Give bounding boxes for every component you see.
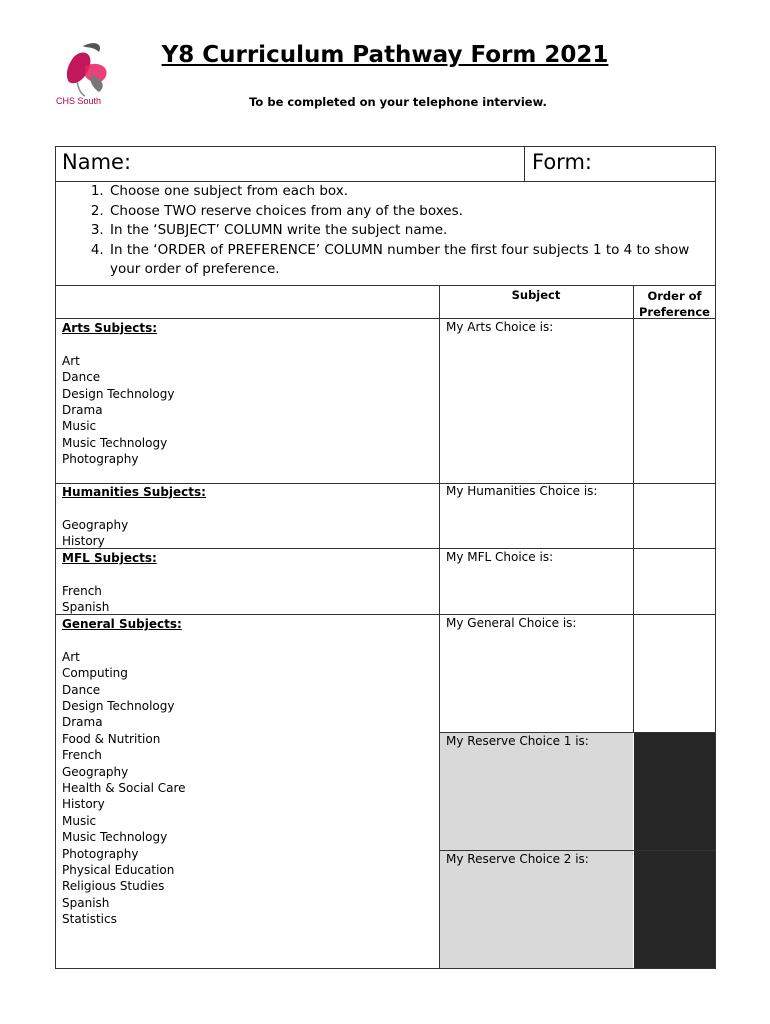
instruction-item: 2. Choose TWO reserve choices from any of the boxes.	[108, 202, 704, 222]
subject-item: Geography	[62, 517, 129, 532]
arts-choice-field[interactable]: My Arts Choice is:	[446, 320, 554, 334]
subject-item: Physical Education	[62, 863, 175, 878]
subject-item: Dance	[62, 682, 101, 697]
humanities-choice-field[interactable]: My Humanities Choice is:	[446, 484, 598, 498]
subject-item: Statistics	[62, 912, 117, 927]
general-choice-field[interactable]: My General Choice is:	[446, 616, 577, 630]
page-subtitle: To be completed on your telephone interview.	[249, 95, 547, 109]
subject-item: Music Technology	[62, 435, 168, 450]
mfl-choice-field[interactable]: My MFL Choice is:	[446, 550, 554, 564]
order-header-line1: Order of	[647, 289, 702, 303]
instruction-item: 4. In the ‘ORDER of PREFERENCE’ COLUMN number the first four subjects 1 to 4 to show your order of preference.	[108, 241, 704, 280]
category-general	[62, 616, 432, 928]
subject-item: Dance	[62, 370, 101, 385]
category-arts	[62, 320, 432, 468]
category-title: Humanities Subjects:	[62, 485, 206, 499]
form-field[interactable]: Form:	[532, 150, 592, 174]
subject-item: Art	[62, 649, 80, 664]
subject-item: Drama	[62, 715, 103, 730]
reserve-preference-2-blocked	[634, 851, 715, 968]
name-field[interactable]: Name:	[62, 150, 132, 174]
category-title: General Subjects:	[62, 617, 182, 631]
row-divider	[55, 285, 716, 286]
subject-item: Music	[62, 813, 97, 828]
column-divider	[524, 146, 525, 181]
category-humanities	[62, 484, 432, 550]
subject-item: Design Technology	[62, 699, 175, 714]
subject-item: History	[62, 797, 105, 812]
subject-item: Drama	[62, 403, 103, 418]
subject-item: French	[62, 748, 102, 763]
subject-item: French	[62, 583, 102, 598]
subject-item: History	[62, 534, 105, 549]
subject-column-header: Subject	[511, 288, 561, 302]
instruction-item: 1. Choose one subject from each box.	[108, 182, 704, 202]
reserve-choice-2-label: My Reserve Choice 2 is:	[446, 852, 589, 866]
subject-item: Art	[62, 353, 80, 368]
subject-item: Spanish	[62, 895, 110, 910]
category-title: Arts Subjects:	[62, 321, 158, 335]
subject-item: Music Technology	[62, 830, 168, 845]
category-mfl	[62, 550, 432, 616]
subject-item: Food & Nutrition	[62, 731, 161, 746]
order-column-header	[633, 288, 716, 320]
subject-item: Photography	[62, 846, 139, 861]
logo-text: CHS South	[56, 96, 102, 106]
reserve-choice-1-label: My Reserve Choice 1 is:	[446, 734, 589, 748]
subject-item: Photography	[62, 452, 139, 467]
subject-item: Religious Studies	[62, 879, 165, 894]
reserve-choice-1-cell[interactable]	[440, 733, 633, 850]
order-header-line2: Preference	[639, 305, 710, 319]
subject-item: Computing	[62, 666, 128, 681]
reserve-choice-2-cell[interactable]	[440, 851, 633, 968]
subject-item: Music	[62, 419, 97, 434]
subject-item: Design Technology	[62, 386, 175, 401]
row-divider	[439, 732, 716, 733]
page-title: Y8 Curriculum Pathway Form 2021	[161, 42, 609, 68]
column-divider	[633, 285, 634, 732]
instruction-item: 3. In the ‘SUBJECT’ COLUMN write the subject name.	[108, 221, 704, 241]
subject-item: Health & Social Care	[62, 781, 186, 796]
subject-item: Geography	[62, 764, 129, 779]
row-divider	[55, 318, 716, 319]
category-title: MFL Subjects:	[62, 551, 157, 565]
subject-item: Spanish	[62, 600, 110, 615]
instructions	[84, 182, 704, 280]
reserve-preference-1-blocked	[634, 732, 715, 850]
